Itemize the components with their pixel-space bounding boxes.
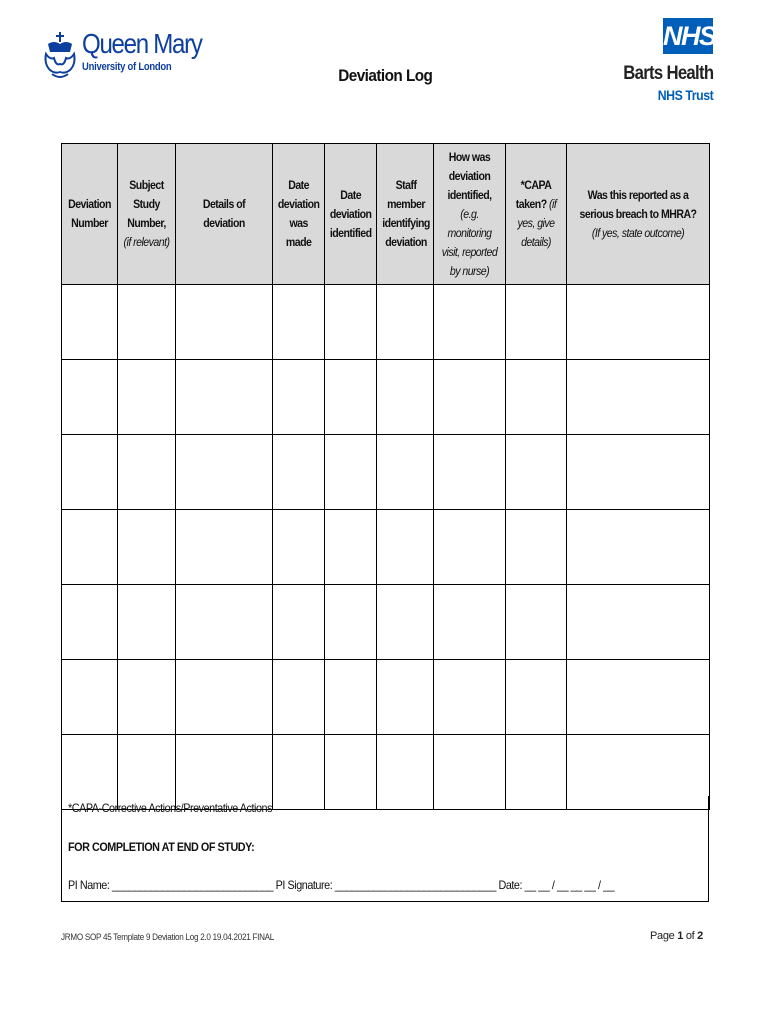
table-cell[interactable] [118,435,176,510]
table-cell[interactable] [506,360,567,435]
column-header: Date deviation identified [325,144,377,285]
table-cell[interactable] [434,660,506,735]
nhs-logo: NHS [663,18,713,54]
table-cell[interactable] [377,660,434,735]
table-cell[interactable] [377,285,434,360]
table-cell[interactable] [176,660,273,735]
table-cell[interactable] [273,360,325,435]
table-cell[interactable] [118,285,176,360]
column-header: How was deviation identified, (e.g. monitoring visit, reported by nurse) [434,144,506,285]
table-header-row [62,144,710,285]
table-cell[interactable] [434,285,506,360]
table-cell[interactable] [506,435,567,510]
barts-health-trust: NHS Trust [657,86,713,103]
capa-note: *CAPA-Corrective Actions/Preventative Actions [68,801,273,815]
table-cell[interactable] [62,360,118,435]
completion-heading: FOR COMPLETION AT END OF STUDY: [68,840,255,854]
column-header: Deviation Number [62,144,118,285]
table-cell[interactable] [176,360,273,435]
table-cell[interactable] [118,660,176,735]
table-cell[interactable] [273,285,325,360]
column-header: Date deviation was made [273,144,325,285]
table-cell[interactable] [118,585,176,660]
table-row [62,660,710,735]
table-cell[interactable] [434,510,506,585]
signature-line[interactable]: PI Name: _____________________________ PI Signature: _____________________________ Date: __ __ / __ __ __ / __ [68,878,615,892]
table-cell[interactable] [325,660,377,735]
table-cell[interactable] [377,510,434,585]
queen-mary-name: Queen Mary [82,28,202,59]
table-cell[interactable] [377,585,434,660]
table-cell[interactable] [567,360,710,435]
table-cell[interactable] [118,360,176,435]
table-cell[interactable] [176,585,273,660]
column-header: *CAPA taken? (if yes, give details) [506,144,567,285]
table-row [62,585,710,660]
table-cell[interactable] [62,285,118,360]
table-cell[interactable] [567,435,710,510]
table-cell[interactable] [506,585,567,660]
table-cell[interactable] [325,585,377,660]
document-reference: JRMO SOP 45 Template 9 Deviation Log 2.0 19.04.2021 FINAL [61,932,275,942]
column-header: Subject Study Number, (if relevant) [118,144,176,285]
queen-mary-subtitle: University of London [82,61,172,73]
table-cell[interactable] [506,285,567,360]
table-cell[interactable] [506,510,567,585]
table-cell[interactable] [325,285,377,360]
notes-box [61,796,709,902]
table-row [62,435,710,510]
table-cell[interactable] [118,510,176,585]
table-cell[interactable] [567,285,710,360]
table-cell[interactable] [325,360,377,435]
deviation-log-table [61,143,710,810]
table-cell[interactable] [434,585,506,660]
table-cell[interactable] [567,660,710,735]
table-row [62,360,710,435]
table-cell[interactable] [434,435,506,510]
table-cell[interactable] [377,360,434,435]
table-cell[interactable] [325,435,377,510]
column-header: Details of deviation [176,144,273,285]
table-row [62,285,710,360]
table-cell[interactable] [62,510,118,585]
table-cell[interactable] [176,435,273,510]
table-cell[interactable] [176,285,273,360]
page-title: Deviation Log [337,66,433,85]
table-cell[interactable] [273,585,325,660]
table-cell[interactable] [325,510,377,585]
table-cell[interactable] [377,435,434,510]
table-cell[interactable] [62,585,118,660]
barts-health-logo [611,64,713,103]
page-number: Page 1 of 2 [649,930,703,942]
column-header: Staff member identifying deviation [377,144,434,285]
table-cell[interactable] [273,510,325,585]
table-row [62,510,710,585]
table-cell[interactable] [506,660,567,735]
table-cell[interactable] [434,360,506,435]
table-cell[interactable] [567,585,710,660]
table-cell[interactable] [567,510,710,585]
barts-health-name: Barts Health [622,63,713,84]
table-cell[interactable] [176,510,273,585]
column-header: Was this reported as a serious breach to MHRA? (If yes, state outcome) [567,144,710,285]
table-cell[interactable] [62,435,118,510]
table-cell[interactable] [62,660,118,735]
table-cell[interactable] [273,435,325,510]
table-cell[interactable] [273,660,325,735]
